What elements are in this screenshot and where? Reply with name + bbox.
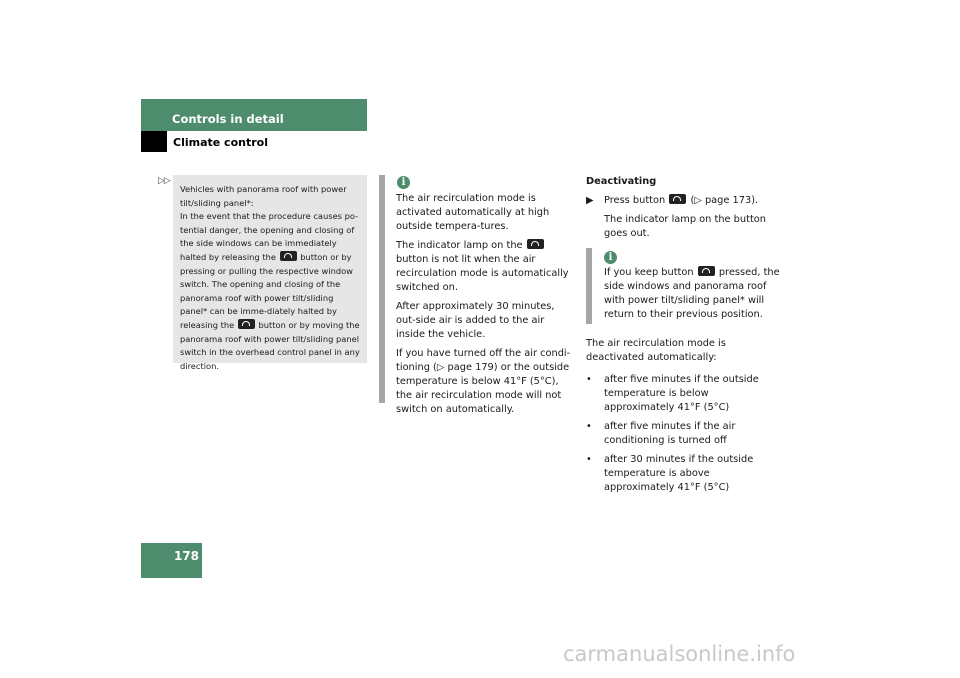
warning-text-part-3: button or by moving the panorama roof with power tilt/sliding panel switch in the overhead control panel in any direction. xyxy=(180,319,360,371)
air-recirculation-button-icon xyxy=(698,266,715,276)
air-recirculation-button-icon xyxy=(527,239,544,249)
middle-note-para-4: If you have turned off the air condi-tioning (▷ page 179) or the outside temperature is below 41°F (5°C), the air recirculation mode will not switch on automatically. xyxy=(396,348,571,415)
list-item-text: after 30 minutes if the outside temperature is above approximately 41°F (5°C) xyxy=(604,454,754,493)
step-item xyxy=(586,194,782,208)
right-column-bottom xyxy=(586,337,782,500)
step-result: The indicator lamp on the button goes out. xyxy=(604,214,766,239)
air-recirculation-button-icon xyxy=(669,194,686,204)
middle-note-para-2-end: button is not lit when the air recirculation mode is automatically switched on. xyxy=(396,254,569,293)
right-note-text xyxy=(604,266,780,322)
step-text-end: (▷ page 173). xyxy=(690,195,759,206)
info-icon: i xyxy=(604,251,617,264)
note-bar-right xyxy=(586,248,592,324)
right-note-text-end: pressed, the side windows and panorama roof with power tilt/sliding panel* will return to their previous position. xyxy=(604,267,780,320)
info-icon: i xyxy=(397,176,410,189)
right-column-top xyxy=(586,175,782,246)
list-item-text: after five minutes if the outside temperature is below approximately 41°F (5°C) xyxy=(604,374,759,413)
middle-note-para-2-start: The indicator lamp on the xyxy=(396,240,523,251)
bullet-icon: • xyxy=(586,374,592,385)
air-recirculation-button-icon xyxy=(238,319,255,329)
bullet-icon: • xyxy=(586,421,592,432)
section-marker-square xyxy=(141,131,167,152)
section-title: Controls in detail xyxy=(141,99,367,131)
air-recirculation-button-icon xyxy=(280,251,297,261)
bullet-icon: • xyxy=(586,454,592,465)
middle-note-para-3: After approximately 30 minutes, out-side air is added to the air inside the vehicle. xyxy=(396,301,555,340)
watermark: carmanualsonline.info xyxy=(563,642,796,666)
warning-text-part-2: button or by pressing or pulling the respective window switch. The opening and closing of the panorama roof with power tilt/sliding panel* can be imme-diately halted by releasing the xyxy=(180,251,353,330)
auto-deactivation-intro: The air recirculation mode is deactivated automatically: xyxy=(586,338,726,363)
warning-intro: Vehicles with panorama roof with power tilt/sliding panel*: xyxy=(180,184,347,208)
page-number: 178 xyxy=(141,543,202,578)
list-item xyxy=(586,453,782,495)
middle-note-para-1: The air recirculation mode is activated automatically at high outside tempera-tures. xyxy=(396,193,550,232)
right-note-text-start: If you keep button xyxy=(604,267,694,278)
subsection-title: Climate control xyxy=(173,136,268,149)
step-text-start: Press button xyxy=(604,195,666,206)
warning-text xyxy=(180,210,361,373)
list-item-text: after five minutes if the air conditioning is turned off xyxy=(604,421,736,446)
warning-text-part-1: In the event that the procedure causes po-tential danger, the opening and closing of the side windows can be immediately halted by releasing the xyxy=(180,211,359,262)
continuation-marker: ▷▷ xyxy=(158,176,170,186)
middle-note-para-2 xyxy=(396,239,576,295)
deactivating-heading: Deactivating xyxy=(586,176,657,187)
warning-box xyxy=(173,175,367,371)
step-arrow-icon: ▶ xyxy=(586,195,594,206)
list-item xyxy=(586,420,782,448)
note-bar-middle xyxy=(379,175,385,403)
middle-note xyxy=(396,192,576,422)
right-note xyxy=(604,266,780,327)
list-item xyxy=(586,373,782,415)
